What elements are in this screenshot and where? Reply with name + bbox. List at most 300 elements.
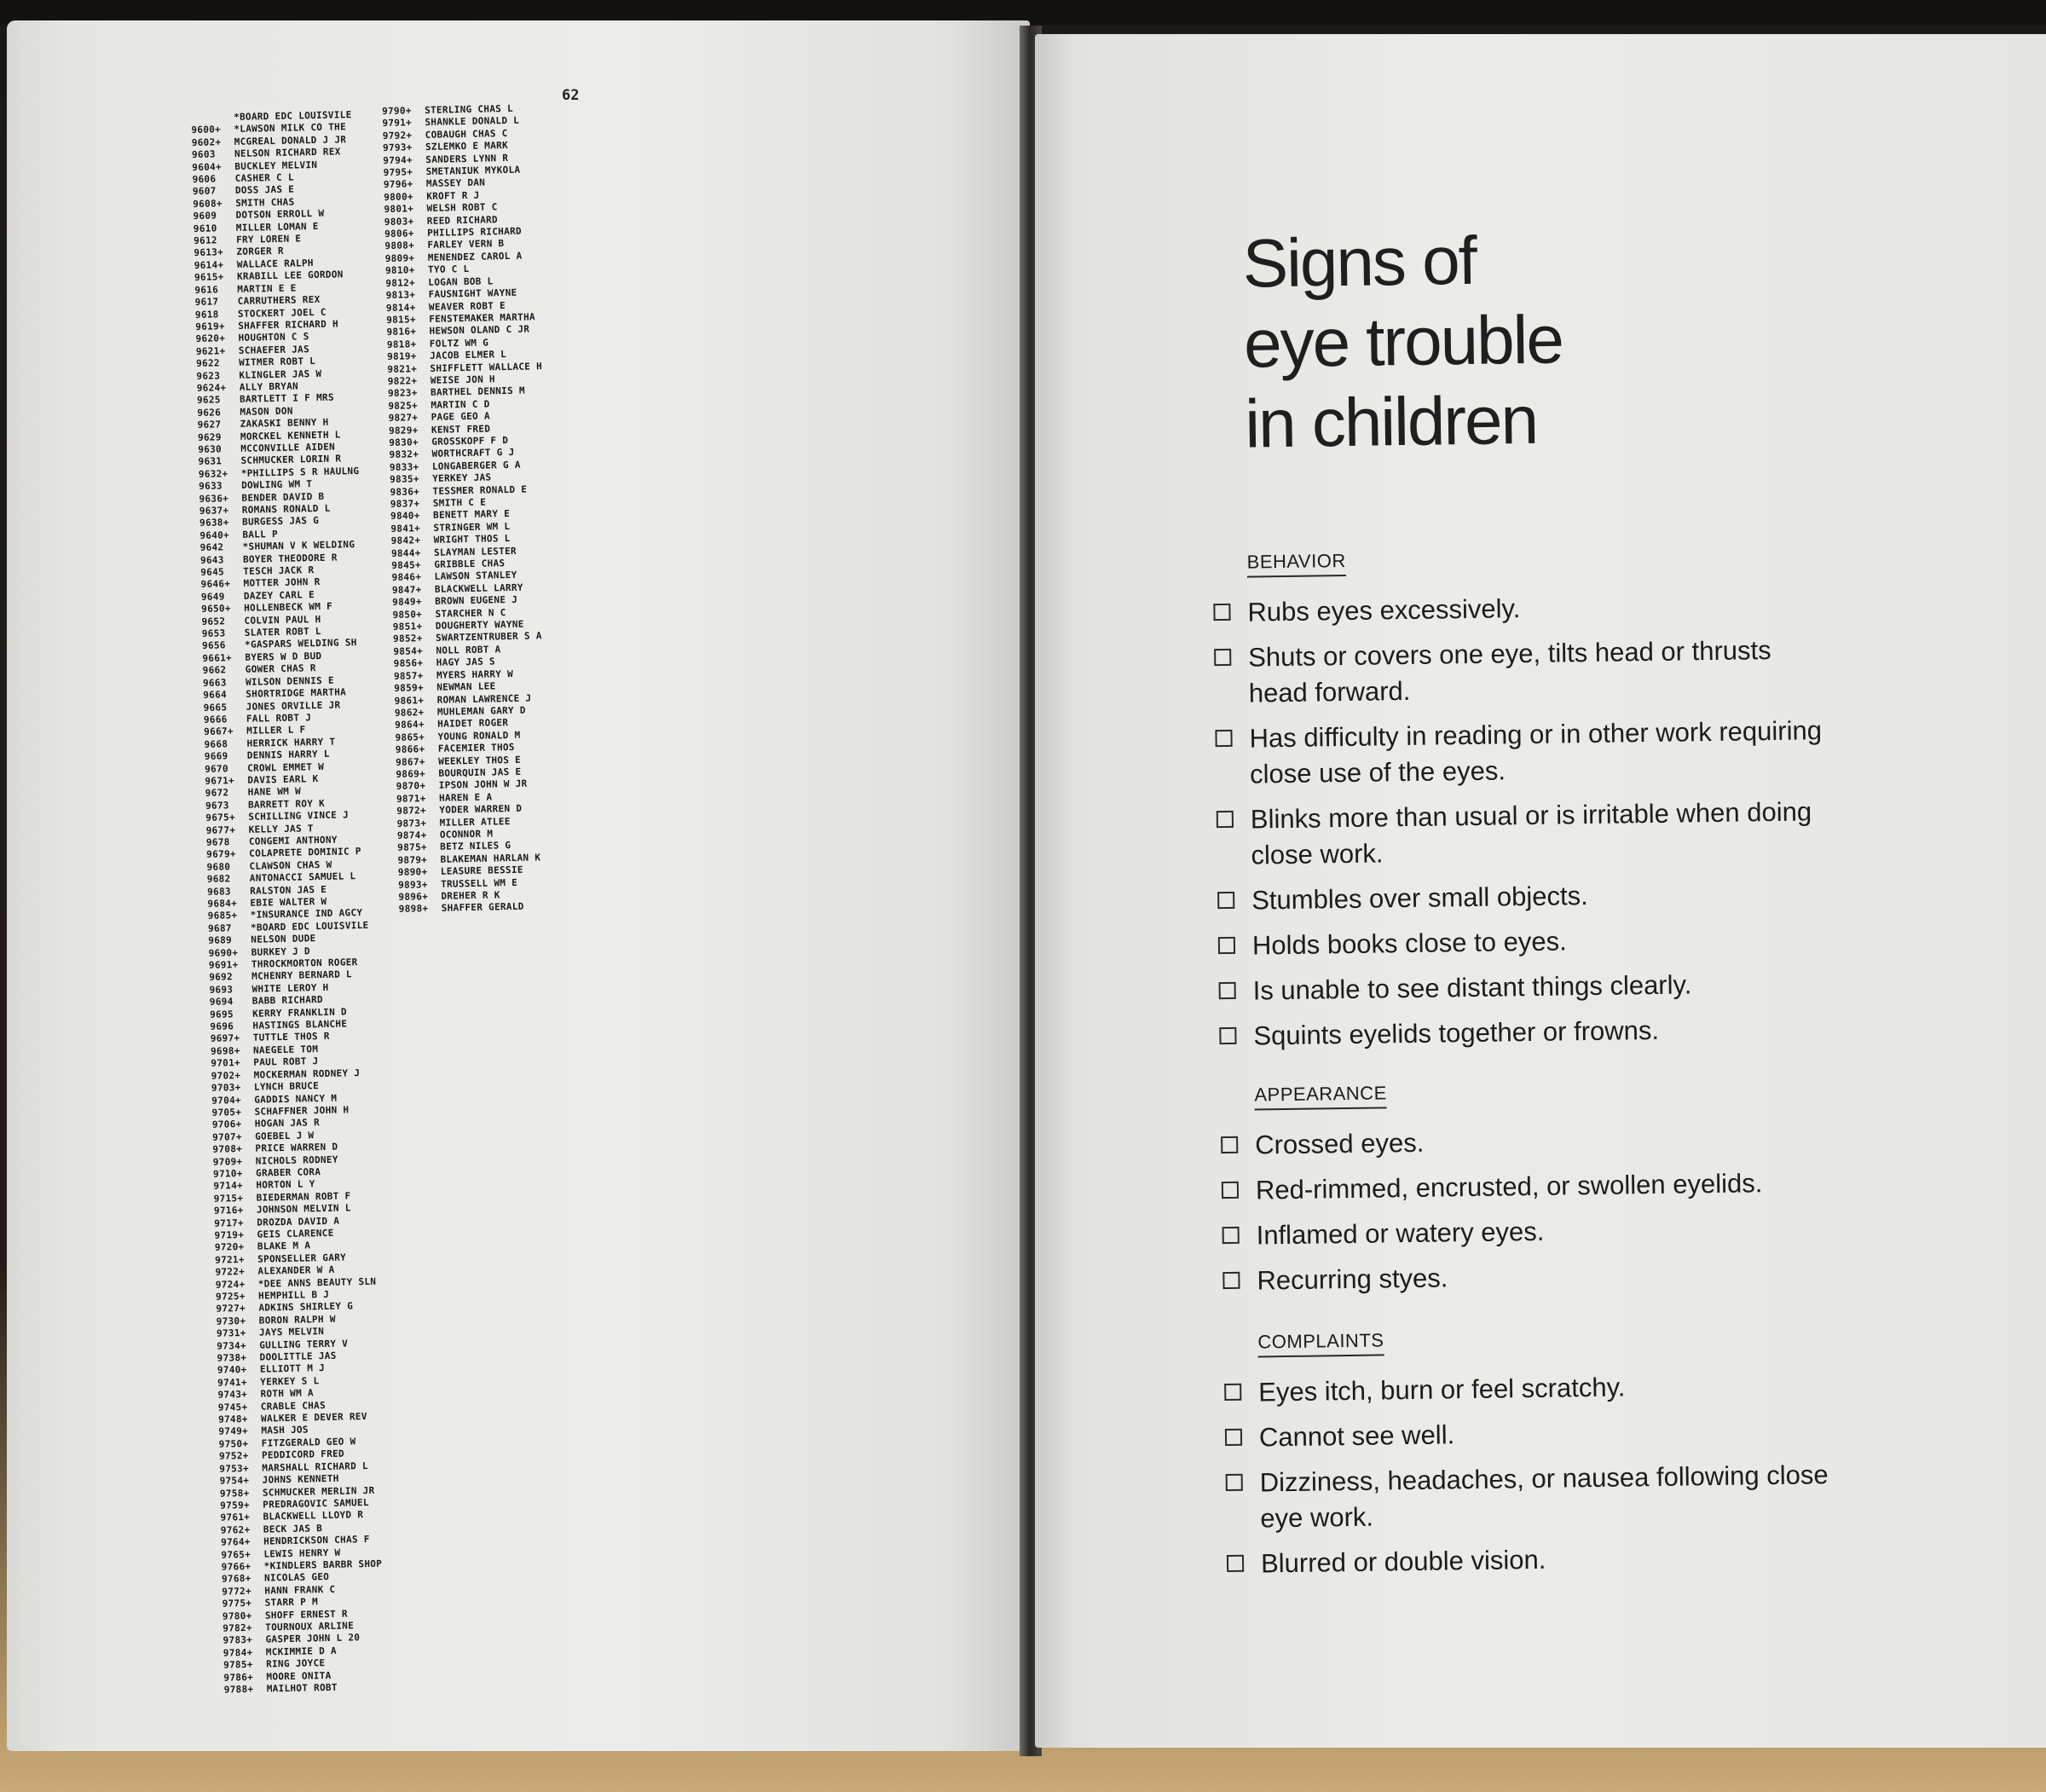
entry-name: *PHILLIPS S R HAULNG bbox=[240, 465, 360, 479]
entry-number: 9604+ bbox=[192, 160, 223, 173]
entry-number: 9819+ bbox=[387, 350, 417, 363]
entry-name: DOOLITTLE JAS bbox=[259, 1350, 337, 1363]
entry-number: 9620+ bbox=[195, 332, 226, 345]
entry-name: MCKIMMIE D A bbox=[265, 1645, 338, 1658]
entry-number: 9844+ bbox=[390, 546, 421, 559]
title-line: Signs of bbox=[1242, 222, 1477, 302]
entry-number: 9714+ bbox=[213, 1180, 244, 1193]
entry-name: NICOLAS GEO bbox=[263, 1571, 330, 1584]
checklist bbox=[1224, 1367, 1841, 1582]
entry-name: MAILHOT ROBT bbox=[266, 1681, 338, 1695]
checkbox-icon bbox=[1222, 1182, 1239, 1199]
entry-number: 9694 bbox=[209, 996, 234, 1009]
entry-number: 9671+ bbox=[205, 775, 235, 787]
entry-name: JOHNS KENNETH bbox=[262, 1472, 339, 1486]
entry-name: *KINDLERS BARBR SHOP bbox=[263, 1558, 383, 1572]
entry-number: 9650+ bbox=[201, 603, 231, 616]
entry-number: 9762+ bbox=[220, 1523, 251, 1536]
entry-number: 9685+ bbox=[207, 910, 238, 922]
entry-number: 9808+ bbox=[384, 240, 415, 252]
entry-name: STARCHER N C bbox=[435, 606, 506, 620]
entry-number: 9666 bbox=[203, 714, 228, 725]
entry-name: MOORE ONITA bbox=[266, 1669, 332, 1683]
entry-name: COLVIN PAUL H bbox=[244, 613, 321, 627]
entry-name: HAREN E A bbox=[438, 791, 493, 804]
entry-number: 9783+ bbox=[223, 1634, 253, 1646]
entry-number: 9667+ bbox=[204, 725, 234, 738]
entry-name: MCCONVILLE AIDEN bbox=[240, 441, 336, 454]
entry-name: FITZGERALD GEO W bbox=[261, 1436, 356, 1449]
entry-name: FOLTZ WM G bbox=[429, 337, 489, 350]
entry-number: 9708+ bbox=[212, 1143, 243, 1155]
entry-number: 9761+ bbox=[220, 1512, 251, 1523]
entry-name: BECK JAS B bbox=[263, 1522, 323, 1535]
entry-name: SHAFFER RICHARD H bbox=[238, 318, 339, 332]
entry-name: SHIFFLETT WALLACE H bbox=[430, 360, 543, 374]
entry-number: 9662 bbox=[202, 664, 227, 677]
entry-name: DOTSON ERROLL W bbox=[235, 208, 325, 222]
entry-number: 9675+ bbox=[205, 812, 236, 824]
entry-name: MASSEY DAN bbox=[425, 176, 486, 190]
entry-number: 9725+ bbox=[215, 1290, 246, 1303]
entry-name: PREDRAGOVIC SAMUEL bbox=[263, 1496, 369, 1511]
entry-name: CONGEMI ANTHONY bbox=[248, 834, 338, 847]
entry-name: WEEKLEY THOS E bbox=[437, 754, 522, 767]
entry-number: 9721+ bbox=[215, 1253, 245, 1266]
entry-name: JOHNSON MELVIN L bbox=[256, 1202, 351, 1216]
entry-name: WALLACE RALPH bbox=[236, 257, 314, 270]
entry-number: 9623 bbox=[196, 369, 221, 382]
entry-name: TESSMER RONALD E bbox=[432, 483, 528, 497]
entry-number: 9614+ bbox=[194, 259, 224, 271]
entry-number: 9896+ bbox=[398, 891, 429, 903]
entry-name: BARTHEL DENNIS M bbox=[430, 384, 525, 399]
entry-name: YERKEY S L bbox=[260, 1375, 320, 1388]
entry-name: BENDER DAVID B bbox=[241, 490, 325, 504]
entry-number: 9656 bbox=[201, 639, 226, 652]
checklist-item-text: Red-rimmed, encrusted, or swollen eyelids. bbox=[1255, 1168, 1763, 1205]
checklist-item-text: Inflamed or watery eyes. bbox=[1256, 1216, 1545, 1251]
entry-name: THROCKMORTON ROGER bbox=[251, 957, 358, 970]
entry-number: 9646+ bbox=[200, 578, 231, 591]
checklist-item bbox=[1218, 965, 1833, 1009]
checklist-item-text: Eyes itch, burn or feel scratchy. bbox=[1258, 1372, 1626, 1408]
checkbox-icon bbox=[1219, 1027, 1236, 1044]
entry-number: 9866+ bbox=[395, 743, 425, 755]
entry-name: ROMANS RONALD L bbox=[241, 502, 331, 516]
entry-name: ROTH WM A bbox=[260, 1387, 314, 1400]
checklist-item-text: Dizziness, headaches, or nausea following close eye work. bbox=[1259, 1460, 1829, 1534]
entry-name: KRABILL LEE GORDON bbox=[236, 269, 344, 283]
entry-number: 9823+ bbox=[387, 387, 418, 400]
entry-name: KERRY FRANKLIN D bbox=[252, 1006, 348, 1020]
entry-name: YOUNG RONALD M bbox=[437, 729, 521, 743]
entry-name: FRY LOREN E bbox=[236, 233, 302, 246]
entry-number: 9872+ bbox=[396, 805, 427, 817]
entry-name: WEISE JON H bbox=[430, 373, 496, 386]
entry-number: 9794+ bbox=[383, 153, 413, 166]
checkbox-icon bbox=[1214, 649, 1231, 666]
entry-name: NICHOLS RODNEY bbox=[255, 1153, 338, 1167]
entry-number: 9661+ bbox=[202, 652, 233, 664]
checkbox-icon bbox=[1213, 604, 1230, 621]
entry-number: 9754+ bbox=[219, 1475, 250, 1487]
entry-number: 9607 bbox=[192, 185, 217, 198]
entry-number: 9862+ bbox=[394, 707, 425, 719]
entry-name: BROWN EUGENE J bbox=[435, 594, 518, 608]
entry-number: 9861+ bbox=[394, 694, 425, 707]
entry-number: 9813+ bbox=[385, 289, 416, 302]
entry-number: 9678 bbox=[205, 836, 230, 848]
checklist-item-text: Has difficulty in reading or in other work requiring close use of the eyes. bbox=[1249, 715, 1823, 789]
entry-number: 9642 bbox=[199, 541, 224, 554]
entry-number: 9812+ bbox=[385, 276, 416, 289]
entry-name: GOEBEL J W bbox=[255, 1129, 315, 1142]
entry-number: 9608+ bbox=[193, 198, 223, 210]
entry-name: DOWLING WM T bbox=[241, 478, 313, 492]
entry-name: BURKEY J D bbox=[251, 945, 310, 958]
checkbox-icon bbox=[1224, 1384, 1241, 1401]
entry-name: HASTINGS BLANCHE bbox=[252, 1018, 348, 1032]
entry-number: 9691+ bbox=[208, 959, 239, 971]
entry-number: 9702+ bbox=[211, 1069, 241, 1082]
entry-number: 9710+ bbox=[212, 1167, 243, 1180]
entry-name: FENSTEMAKER MARTHA bbox=[429, 311, 535, 325]
entry-name: *BOARD EDC LOUISVILE bbox=[250, 919, 369, 934]
entry-name: WORTHCRAFT G J bbox=[431, 447, 515, 460]
entry-number: 9609 bbox=[193, 210, 217, 223]
entry-number: 9845+ bbox=[391, 559, 422, 571]
entry-number: 9740+ bbox=[217, 1364, 247, 1377]
entry-number: 9803+ bbox=[384, 215, 414, 228]
entry-number: 9829+ bbox=[388, 424, 419, 436]
entry-number: 9720+ bbox=[214, 1241, 245, 1254]
entry-name: WELSH ROBT C bbox=[426, 201, 498, 215]
entry-name: GASPER JOHN L 20 bbox=[265, 1632, 361, 1645]
entry-number: 9859+ bbox=[394, 682, 425, 694]
entry-name: BURGESS JAS G bbox=[241, 515, 320, 529]
entry-name: LYNCH BRUCE bbox=[253, 1080, 320, 1093]
entry-number: 9795+ bbox=[383, 166, 413, 179]
checklist bbox=[1221, 1119, 1837, 1299]
entry-name: STERLING CHAS L bbox=[424, 102, 514, 116]
entry-name: HERRICK HARRY T bbox=[246, 736, 336, 749]
entry-name: JAYS MELVIN bbox=[258, 1326, 325, 1338]
checkbox-icon bbox=[1217, 892, 1234, 909]
entry-name: SMITH C E bbox=[432, 496, 487, 509]
entry-name: GRABER CORA bbox=[255, 1166, 321, 1179]
entry-number: 9825+ bbox=[388, 399, 419, 412]
entry-name: BARTLETT I F MRS bbox=[239, 391, 334, 406]
entry-number: 9645 bbox=[200, 566, 225, 578]
entry-number: 9758+ bbox=[219, 1487, 250, 1500]
entry-name: ALLY BRYAN bbox=[239, 380, 299, 393]
entry-name: MILLER LOMAN E bbox=[235, 220, 319, 234]
entry-name: MCHENRY BERNARD L bbox=[251, 968, 353, 983]
entry-number: 9792+ bbox=[382, 130, 413, 142]
entry-number: 9630 bbox=[198, 443, 223, 455]
checklist-item bbox=[1222, 1165, 1836, 1209]
entry-name: MILLER L F bbox=[246, 724, 306, 737]
checkbox-icon bbox=[1226, 1474, 1243, 1491]
entry-number: 9791+ bbox=[382, 117, 413, 130]
entry-name: FARLEY VERN B bbox=[427, 238, 505, 251]
checkbox-icon bbox=[1218, 937, 1235, 954]
checkbox-icon bbox=[1219, 982, 1236, 999]
entry-name: DROZDA DAVID A bbox=[257, 1215, 340, 1228]
checklist-item-text: Blinks more than usual or is irritable when doing close work. bbox=[1250, 796, 1812, 870]
entry-number: 9717+ bbox=[214, 1217, 245, 1229]
entry-name: PRICE WARREN D bbox=[255, 1141, 338, 1154]
directory-entry bbox=[399, 900, 554, 916]
page-number: 62 bbox=[562, 87, 580, 104]
entry-name: MASH JOS bbox=[261, 1424, 309, 1437]
entry-name: HOGAN JAS R bbox=[254, 1117, 321, 1130]
entry-number: 9684+ bbox=[207, 898, 238, 910]
entry-number: 9854+ bbox=[393, 645, 424, 657]
entry-name: MUHLEMAN GARY D bbox=[436, 704, 526, 718]
entry-name: *SHUMAN V K WELDING bbox=[242, 539, 355, 553]
entry-number: 9801+ bbox=[384, 203, 414, 216]
entry-number: 9752+ bbox=[218, 1450, 249, 1462]
entry-name: LOGAN BOB L bbox=[428, 275, 494, 288]
entry-name: LAWSON STANLEY bbox=[434, 569, 517, 583]
checklist-item bbox=[1222, 1210, 1836, 1254]
entry-name: SLATER ROBT L bbox=[244, 625, 321, 639]
entry-number: 9637+ bbox=[199, 505, 229, 517]
entry-name: NELSON RICHARD REX bbox=[234, 146, 341, 160]
entry-name: IPSON JOHN W JR bbox=[438, 777, 528, 792]
entry-number: 9679+ bbox=[206, 848, 236, 861]
entry-number: 9612 bbox=[194, 234, 217, 247]
entry-number: 9815+ bbox=[386, 314, 417, 326]
entry-name: HORTON L Y bbox=[256, 1178, 315, 1192]
entry-name: MILLER ATLEE bbox=[439, 815, 511, 829]
entry-name: YODER WARREN D bbox=[439, 802, 523, 816]
checklist-item bbox=[1225, 1457, 1840, 1537]
entry-name: FAUSNIGHT WAYNE bbox=[428, 286, 517, 300]
entry-name: BLACKWELL LLOYD R bbox=[263, 1509, 364, 1523]
entry-number: 9600+ bbox=[191, 124, 222, 136]
entry-number: 9649 bbox=[200, 591, 225, 603]
entry-name: NOLL ROBT A bbox=[436, 644, 501, 656]
checklist-item bbox=[1224, 1367, 1839, 1411]
entry-name: CROWL EMMET W bbox=[246, 760, 325, 774]
entry-name: SCHILLING VINCE J bbox=[248, 809, 350, 823]
section-behavior bbox=[1212, 543, 1833, 1064]
entry-name: GEIS CLARENCE bbox=[257, 1227, 334, 1240]
checklist-item bbox=[1215, 713, 1829, 793]
entry-number: 9603 bbox=[191, 148, 216, 161]
checklist-item-text: Is unable to see distant things clearly. bbox=[1252, 969, 1692, 1006]
entry-number: 9618 bbox=[194, 308, 219, 321]
entry-number: 9822+ bbox=[387, 375, 418, 387]
entry-number: 9870+ bbox=[396, 780, 426, 793]
entry-name: SHAFFER GERALD bbox=[441, 901, 524, 915]
entry-name: GULLING TERRY V bbox=[259, 1338, 349, 1351]
entry-name: HENDRICKSON CHAS F bbox=[263, 1534, 370, 1547]
entry-name: GRIBBLE CHAS bbox=[434, 558, 506, 570]
entry-number: 9806+ bbox=[384, 228, 414, 240]
entry-number: 9745+ bbox=[217, 1401, 248, 1413]
entry-number: 9632+ bbox=[198, 467, 228, 480]
directory-entry bbox=[224, 1681, 385, 1697]
entry-name: BUCKLEY MELVIN bbox=[234, 159, 318, 172]
entry-name: HEMPHILL B J bbox=[257, 1288, 330, 1302]
checklist-item bbox=[1225, 1412, 1840, 1456]
entry-name: *INSURANCE IND AGCY bbox=[250, 907, 363, 922]
entry-number: 9809+ bbox=[384, 252, 415, 264]
checklist-item-text: Recurring styes. bbox=[1257, 1263, 1448, 1296]
entry-name: GROSSKOPF F D bbox=[431, 434, 509, 448]
entry-name: KENST FRED bbox=[431, 422, 491, 436]
entry-name: FALL ROBT J bbox=[246, 712, 312, 725]
entry-number: 9785+ bbox=[223, 1659, 253, 1671]
entry-name: MORCKEL KENNETH L bbox=[240, 428, 341, 442]
section-complaints bbox=[1223, 1323, 1841, 1592]
entry-name: SMETANIUK MYKOLA bbox=[425, 164, 521, 177]
entry-number: 9766+ bbox=[221, 1560, 251, 1573]
checkbox-icon bbox=[1225, 1429, 1242, 1446]
entry-number: 9800+ bbox=[384, 191, 414, 203]
entry-number: 9669 bbox=[204, 750, 228, 762]
entry-name: SPONSELLER GARY bbox=[257, 1252, 347, 1265]
entry-number: 9832+ bbox=[389, 448, 419, 461]
entry-name: LONGABERGER G A bbox=[431, 459, 521, 472]
entry-name: *DEE ANNS BEAUTY SLN bbox=[257, 1275, 377, 1290]
entry-name: KELLY JAS T bbox=[248, 822, 314, 835]
entry-number: 9670 bbox=[204, 762, 228, 775]
entry-name: DOSS JAS E bbox=[234, 183, 295, 197]
entry-number: 9621+ bbox=[195, 344, 226, 357]
entry-number: 9727+ bbox=[216, 1303, 246, 1315]
entry-name: DOUGHERTY WAYNE bbox=[435, 618, 524, 632]
entry-number: 9696 bbox=[210, 1020, 234, 1032]
entry-number: 9680 bbox=[206, 861, 231, 873]
entry-number: 9840+ bbox=[390, 510, 420, 523]
entry-number: 9788+ bbox=[223, 1683, 254, 1696]
section-heading: COMPLAINTS bbox=[1257, 1329, 1384, 1357]
entry-number: 9835+ bbox=[390, 473, 419, 486]
entry-name: YERKEY JAS bbox=[432, 471, 492, 485]
checklist-content bbox=[1035, 34, 2046, 1748]
entry-name: TUTTLE THOS R bbox=[252, 1031, 330, 1044]
entry-number: 9615+ bbox=[194, 271, 224, 284]
entry-number: 9701+ bbox=[211, 1057, 241, 1070]
entry-number: 9749+ bbox=[218, 1425, 249, 1438]
entry-number: 9610 bbox=[193, 223, 217, 234]
entry-number: 9703+ bbox=[211, 1082, 241, 1094]
entry-name: *GASPARS WELDING SH bbox=[244, 637, 357, 651]
entry-name: JACOB ELMER L bbox=[430, 349, 507, 362]
entry-number: 9842+ bbox=[390, 535, 421, 547]
entry-number: 9741+ bbox=[217, 1376, 247, 1389]
entry-name: TYO C L bbox=[427, 263, 470, 276]
checklist-item bbox=[1213, 587, 1828, 631]
directory-column-2 bbox=[382, 102, 553, 916]
entry-name: SCHAFFNER JOHN H bbox=[254, 1104, 350, 1118]
entry-name: HANN FRANK C bbox=[264, 1583, 336, 1597]
checkbox-icon bbox=[1227, 1555, 1244, 1572]
checkbox-icon bbox=[1221, 1136, 1238, 1153]
entry-number: 9622 bbox=[196, 357, 221, 370]
entry-name: BLAKE M A bbox=[257, 1240, 311, 1253]
entry-name: WHITE LEROY H bbox=[251, 981, 329, 995]
checklist bbox=[1213, 587, 1833, 1055]
entry-number: 9636+ bbox=[199, 492, 229, 505]
entry-name: MOTTER JOHN R bbox=[243, 576, 321, 590]
entry-number: 9631 bbox=[198, 455, 223, 468]
checklist-item bbox=[1227, 1538, 1841, 1582]
entry-name: MOCKERMAN RODNEY J bbox=[253, 1067, 361, 1081]
entry-number: 9693 bbox=[209, 984, 234, 996]
entry-name: MENENDEZ CAROL A bbox=[427, 250, 523, 263]
entry-number: 9849+ bbox=[392, 596, 422, 609]
entry-name: HAGY JAS S bbox=[436, 656, 496, 669]
entry-number bbox=[191, 120, 234, 121]
entry-name: MYERS HARRY W bbox=[436, 668, 514, 681]
entry-number: 9664 bbox=[203, 689, 228, 701]
entry-number: 9682 bbox=[206, 873, 231, 885]
entry-name: MCGREAL DONALD J JR bbox=[234, 134, 347, 147]
entry-name: ANTONACCI SAMUEL L bbox=[249, 870, 356, 884]
entry-name: REED RICHARD bbox=[426, 213, 499, 227]
right-page bbox=[1035, 34, 2046, 1748]
checklist-item-text: Cannot see well. bbox=[1258, 1419, 1455, 1453]
entry-name: JONES ORVILLE JR bbox=[246, 698, 341, 713]
entry-number: 9850+ bbox=[392, 608, 423, 621]
entry-number: 9643 bbox=[199, 553, 224, 566]
entry-number: 9836+ bbox=[390, 485, 420, 498]
checklist-item-text: Crossed eyes. bbox=[1254, 1127, 1425, 1160]
section-heading: BEHAVIOR bbox=[1246, 550, 1345, 578]
entry-name: WEAVER ROBT E bbox=[428, 299, 506, 313]
entry-name: OCONNOR M bbox=[439, 828, 494, 841]
entry-number: 9613+ bbox=[194, 246, 224, 259]
entry-name: BIEDERMAN ROBT F bbox=[256, 1190, 351, 1204]
entry-name: DAZEY CARL E bbox=[243, 588, 315, 602]
entry-name: ZORGER R bbox=[236, 246, 284, 258]
entry-name: PAUL ROBT J bbox=[253, 1055, 319, 1068]
entry-name: CARRUTHERS REX bbox=[237, 293, 321, 307]
checkbox-icon bbox=[1222, 1227, 1240, 1244]
entry-number: 9821+ bbox=[387, 362, 418, 375]
entry-number: 9698+ bbox=[210, 1044, 240, 1057]
entry-number: 9734+ bbox=[217, 1339, 247, 1352]
entry-name: DENNIS HARRY L bbox=[246, 748, 330, 761]
entry-name: TRUSSELL WM E bbox=[440, 876, 518, 890]
entry-number: 9716+ bbox=[213, 1205, 244, 1217]
entry-name: BETZ NILES G bbox=[440, 840, 512, 853]
entry-name: ADKINS SHIRLEY G bbox=[258, 1300, 354, 1315]
entry-number: 9619+ bbox=[195, 321, 226, 332]
entry-number: 9874+ bbox=[396, 830, 427, 841]
entry-name: WALKER E DEVER REV bbox=[260, 1411, 367, 1425]
entry-number: 9753+ bbox=[219, 1462, 250, 1475]
entry-number: 9786+ bbox=[223, 1671, 254, 1684]
entry-number: 9653 bbox=[201, 627, 226, 639]
entry-number: 9743+ bbox=[217, 1389, 248, 1401]
entry-number: 9875+ bbox=[397, 841, 427, 854]
entry-number: 9690+ bbox=[208, 946, 239, 959]
entry-number: 9638+ bbox=[199, 517, 229, 529]
entry-number: 9790+ bbox=[382, 105, 412, 117]
entry-number: 9697+ bbox=[210, 1032, 240, 1045]
entry-number: 9707+ bbox=[212, 1130, 242, 1143]
entry-name: COBAUGH CHAS C bbox=[425, 127, 508, 141]
entry-name: SHORTRIDGE MARTHA bbox=[246, 686, 347, 700]
entry-number: 9864+ bbox=[395, 719, 425, 731]
